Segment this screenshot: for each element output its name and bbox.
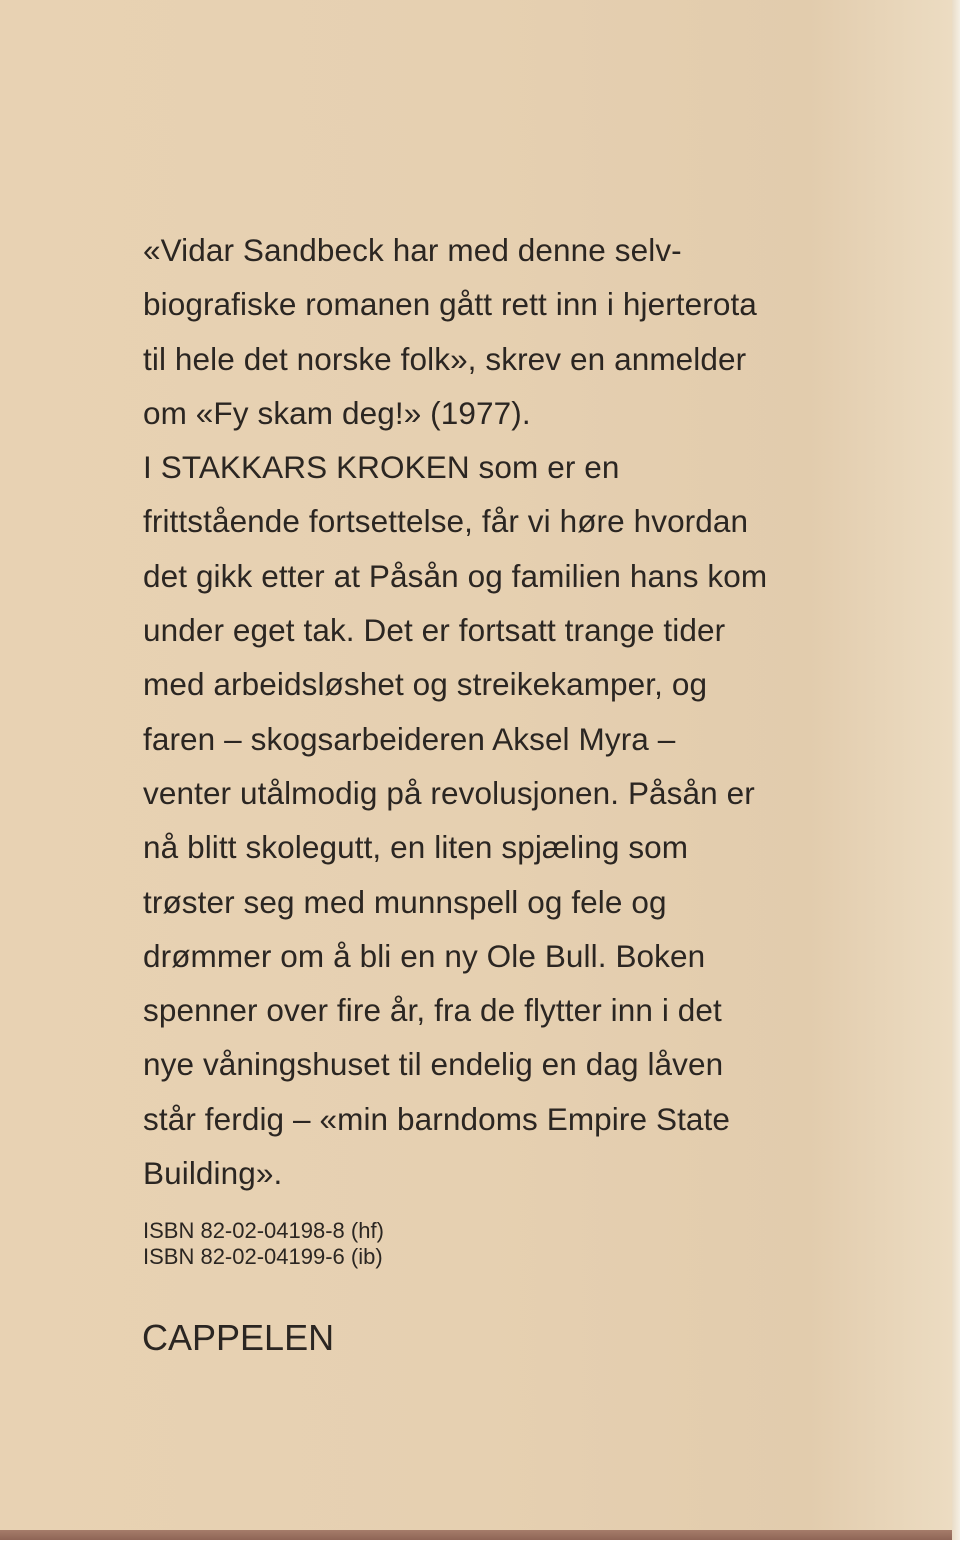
- blurb-line: trøster seg med munnspell og fele og: [143, 883, 667, 920]
- blurb-line: Building».: [143, 1155, 283, 1192]
- isbn-line-hardcover: ISBN 82-02-04199-6 (ib): [143, 1244, 383, 1269]
- blurb-line: om «Fy skam deg!» (1977).: [143, 394, 531, 431]
- blurb-line: spenner over fire år, fra de flytter inn i det: [143, 992, 722, 1029]
- isbn-line-paperback: ISBN 82-02-04198-8 (hf): [143, 1218, 384, 1243]
- isbn-block: [143, 1218, 384, 1270]
- cover-right-edge: [952, 0, 960, 1548]
- blurb-line: venter utålmodig på revolusjonen. Påsån er: [143, 774, 755, 811]
- blurb-text: [143, 223, 883, 1200]
- blurb-line: står ferdig – «min barndoms Empire State: [143, 1100, 731, 1137]
- blurb-line: «Vidar Sandbeck har med denne selv-: [143, 232, 682, 268]
- blurb-line: faren – skogsarbeideren Aksel Myra –: [143, 720, 676, 757]
- blurb-line: med arbeidsløshet og streikekamper, og: [143, 666, 708, 703]
- publisher-name: CAPPELEN: [142, 1317, 335, 1358]
- blurb-line: biografiske romanen gått rett inn i hjerterota: [143, 286, 757, 323]
- blurb-line: det gikk etter at Påsån og familien hans kom: [143, 557, 768, 594]
- blurb-line: drømmer om å bli en ny Ole Bull. Boken: [143, 937, 706, 974]
- blurb-line: til hele det norske folk», skrev en anmelder: [143, 340, 747, 377]
- blurb-line: under eget tak. Det er fortsatt trange tider: [143, 612, 726, 649]
- blurb-line: nye våningshuset til endelig en dag låven: [143, 1046, 724, 1083]
- blurb-line: I STAKKARS KROKEN som er en: [143, 449, 620, 486]
- scan-margin: [0, 1540, 960, 1548]
- blurb-line: nå blitt skolegutt, en liten spjæling som: [143, 829, 689, 866]
- blurb-line: frittstående fortsettelse, får vi høre hvordan: [143, 503, 749, 540]
- cover-bottom-edge: [0, 1530, 952, 1540]
